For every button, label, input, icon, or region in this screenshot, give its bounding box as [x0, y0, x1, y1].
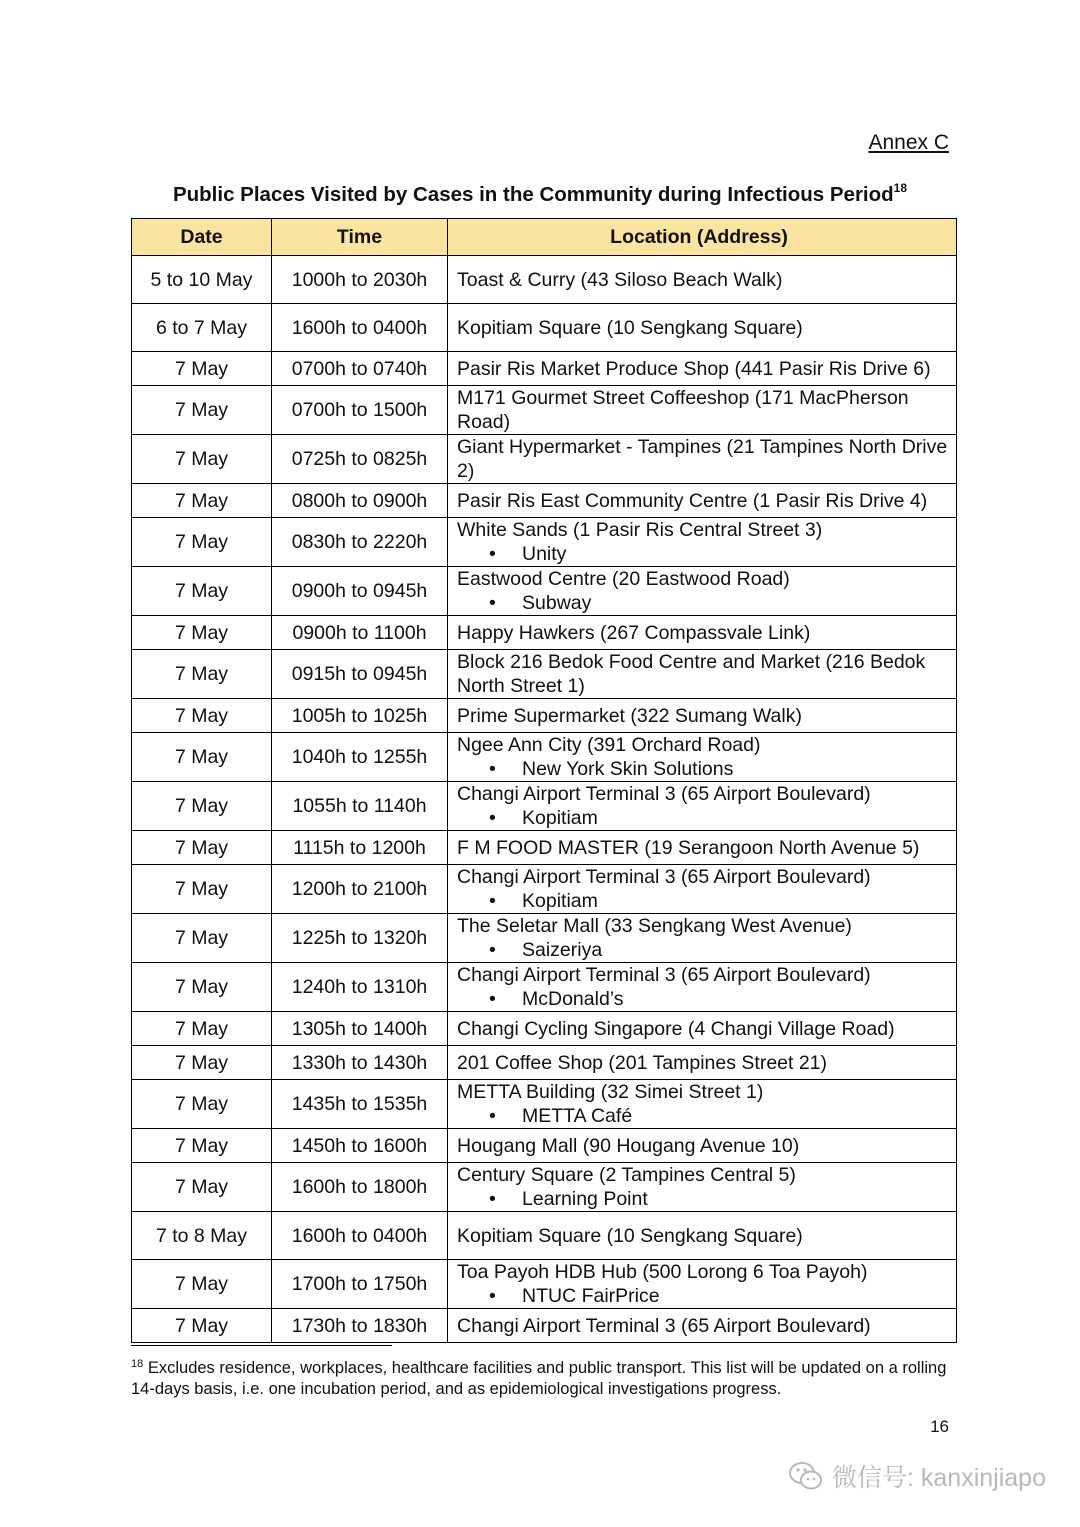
cell-time: 0900h to 1100h — [272, 616, 448, 650]
cell-date: 7 May — [132, 650, 272, 699]
column-header-location: Location (Address) — [448, 219, 957, 256]
wechat-icon — [788, 1460, 824, 1492]
location-text: 201 Coffee Shop (201 Tampines Street 21) — [457, 1051, 828, 1074]
sub-item-text: McDonald’s — [522, 988, 624, 1010]
location-sub-item — [457, 987, 950, 1011]
location-sub-item — [457, 938, 950, 962]
table-row — [132, 435, 957, 484]
table-row — [132, 963, 957, 1012]
cell-date: 7 May — [132, 1309, 272, 1343]
cell-location — [448, 733, 957, 782]
location-sub-item — [457, 1104, 950, 1128]
cell-location — [448, 1309, 957, 1343]
bullet-icon: • — [489, 1105, 496, 1127]
table-row — [132, 1012, 957, 1046]
bullet-icon: • — [489, 890, 496, 912]
footnote-text: Excludes residence, workplaces, healthcare facilities and public transport. This list will be updated on a rolling 14-days basis, i.e. one incubation period, and as epidemiological investigations progress. — [131, 1359, 947, 1398]
cell-location — [448, 963, 957, 1012]
location-text: METTA Building (32 Simei Street 1) — [457, 1081, 764, 1103]
cell-location — [448, 435, 957, 484]
cell-date: 7 May — [132, 1260, 272, 1309]
cell-time: 1730h to 1830h — [272, 1309, 448, 1343]
cell-date: 7 May — [132, 616, 272, 650]
cell-location — [448, 352, 957, 386]
sub-item-text: Learning Point — [522, 1188, 648, 1210]
location-sub-item — [457, 1187, 950, 1211]
page-title — [131, 181, 949, 207]
cell-location — [448, 782, 957, 831]
cell-time: 1330h to 1430h — [272, 1046, 448, 1080]
cell-time: 1700h to 1750h — [272, 1260, 448, 1309]
bullet-icon: • — [489, 592, 496, 614]
footnote-divider — [131, 1345, 392, 1346]
cell-time: 1435h to 1535h — [272, 1080, 448, 1129]
cell-location — [448, 256, 957, 304]
page-number: 16 — [930, 1417, 949, 1436]
cell-time: 1115h to 1200h — [272, 831, 448, 865]
location-sub-item — [457, 542, 950, 566]
table-header-row — [132, 219, 957, 256]
cell-location — [448, 1212, 957, 1260]
bullet-icon: • — [489, 939, 496, 961]
location-text: Toast & Curry (43 Siloso Beach Walk) — [457, 268, 783, 291]
sub-item-text: Kopitiam — [522, 890, 598, 912]
sub-item-text: Saizeriya — [522, 939, 603, 961]
table-row — [132, 518, 957, 567]
column-header-date: Date — [132, 219, 272, 256]
table-row — [132, 782, 957, 831]
location-text: Changi Airport Terminal 3 (65 Airport Boulevard) — [457, 783, 871, 805]
location-text: Giant Hypermarket - Tampines (21 Tampines North Drive 2) — [457, 436, 948, 482]
cell-time: 1005h to 1025h — [272, 699, 448, 733]
cell-location — [448, 1012, 957, 1046]
cell-time: 1600h to 0400h — [272, 304, 448, 352]
title-footnote-ref: 18 — [893, 181, 908, 195]
watermark-text: 微信号: kanxinjiapo — [832, 1464, 1046, 1492]
sub-item-text: NTUC FairPrice — [522, 1285, 660, 1307]
cell-date: 7 May — [132, 386, 272, 435]
cell-time: 1600h to 0400h — [272, 1212, 448, 1260]
cell-date: 7 May — [132, 914, 272, 963]
table-row — [132, 831, 957, 865]
cell-date: 7 May — [132, 699, 272, 733]
location-text: Changi Airport Terminal 3 (65 Airport Boulevard) — [457, 964, 871, 986]
location-text: Pasir Ris Market Produce Shop (441 Pasir Ris Drive 6) — [457, 357, 931, 380]
cell-time: 1240h to 1310h — [272, 963, 448, 1012]
location-sub-item — [457, 757, 950, 781]
cell-location — [448, 304, 957, 352]
watermark — [788, 1458, 1046, 1494]
cell-date: 7 May — [132, 963, 272, 1012]
location-text: M171 Gourmet Street Coffeeshop (171 MacPherson Road) — [457, 387, 909, 433]
location-text: Prime Supermarket (322 Sumang Walk) — [457, 704, 802, 727]
table-row — [132, 352, 957, 386]
location-sub-item — [457, 806, 950, 830]
location-text: Hougang Mall (90 Hougang Avenue 10) — [457, 1134, 800, 1157]
cell-date: 7 May — [132, 435, 272, 484]
cell-date: 7 May — [132, 831, 272, 865]
location-sub-item — [457, 1284, 950, 1308]
table-row — [132, 1163, 957, 1212]
cell-time: 1225h to 1320h — [272, 914, 448, 963]
location-text: Block 216 Bedok Food Centre and Market (216 Bedok North Street 1) — [457, 651, 926, 697]
table-row — [132, 1080, 957, 1129]
cell-time: 1200h to 2100h — [272, 865, 448, 914]
cell-location — [448, 1129, 957, 1163]
table-row — [132, 1129, 957, 1163]
table-row — [132, 1046, 957, 1080]
title-text: Public Places Visited by Cases in the Community during Infectious Period — [172, 183, 894, 206]
cell-time: 1450h to 1600h — [272, 1129, 448, 1163]
table-row — [132, 914, 957, 963]
cell-date: 5 to 10 May — [132, 256, 272, 304]
cell-time: 0900h to 0945h — [272, 567, 448, 616]
cell-location — [448, 699, 957, 733]
cell-time: 0700h to 0740h — [272, 352, 448, 386]
cell-date: 7 May — [132, 1080, 272, 1129]
location-text: Changi Airport Terminal 3 (65 Airport Boulevard) — [457, 866, 871, 888]
cell-date: 7 May — [132, 865, 272, 914]
table-row — [132, 484, 957, 518]
location-text: F M FOOD MASTER (19 Serangoon North Avenue 5) — [457, 836, 920, 859]
footnote — [131, 1354, 951, 1400]
location-text: Kopitiam Square (10 Sengkang Square) — [457, 316, 803, 339]
public-places-table — [131, 218, 957, 1343]
table-row — [132, 699, 957, 733]
table-row — [132, 616, 957, 650]
sub-item-text: Kopitiam — [522, 807, 598, 829]
cell-location — [448, 1080, 957, 1129]
sub-item-text: METTA Café — [522, 1105, 633, 1127]
cell-time: 0700h to 1500h — [272, 386, 448, 435]
location-sub-item — [457, 591, 950, 615]
location-text: Happy Hawkers (267 Compassvale Link) — [457, 621, 811, 644]
cell-time: 1000h to 2030h — [272, 256, 448, 304]
location-text: Eastwood Centre (20 Eastwood Road) — [457, 568, 790, 590]
cell-date: 7 May — [132, 352, 272, 386]
cell-date: 7 May — [132, 1163, 272, 1212]
table-body — [132, 256, 957, 1343]
cell-location — [448, 1046, 957, 1080]
sub-item-text: Subway — [522, 592, 592, 614]
cell-date: 7 May — [132, 1012, 272, 1046]
annex-label: Annex C — [868, 131, 949, 154]
cell-location — [448, 616, 957, 650]
cell-time: 0800h to 0900h — [272, 484, 448, 518]
cell-date: 7 May — [132, 1046, 272, 1080]
cell-location — [448, 518, 957, 567]
sub-item-text: New York Skin Solutions — [522, 758, 734, 780]
footnote-ref: 18 — [131, 1358, 144, 1370]
location-text: White Sands (1 Pasir Ris Central Street 3) — [457, 519, 823, 541]
cell-date: 7 May — [132, 782, 272, 831]
bullet-icon: • — [489, 1285, 496, 1307]
table-row — [132, 386, 957, 435]
location-text: Toa Payoh HDB Hub (500 Lorong 6 Toa Payoh) — [457, 1261, 868, 1283]
location-text: Century Square (2 Tampines Central 5) — [457, 1164, 796, 1186]
table-row — [132, 256, 957, 304]
column-header-time: Time — [272, 219, 448, 256]
cell-time: 0915h to 0945h — [272, 650, 448, 699]
cell-time: 1040h to 1255h — [272, 733, 448, 782]
table-row — [132, 865, 957, 914]
cell-location — [448, 1260, 957, 1309]
cell-time: 1055h to 1140h — [272, 782, 448, 831]
table-row — [132, 1260, 957, 1309]
bullet-icon: • — [489, 758, 496, 780]
location-text: Changi Airport Terminal 3 (65 Airport Boulevard) — [457, 1314, 871, 1337]
location-text: The Seletar Mall (33 Sengkang West Avenue) — [457, 915, 852, 937]
table-row — [132, 733, 957, 782]
location-text: Kopitiam Square (10 Sengkang Square) — [457, 1224, 803, 1247]
table-row — [132, 1309, 957, 1343]
cell-date: 6 to 7 May — [132, 304, 272, 352]
bullet-icon: • — [489, 543, 496, 565]
table-row — [132, 304, 957, 352]
cell-location — [448, 914, 957, 963]
cell-location — [448, 1163, 957, 1212]
location-text: Changi Cycling Singapore (4 Changi Village Road) — [457, 1017, 895, 1040]
cell-time: 1305h to 1400h — [272, 1012, 448, 1046]
cell-location — [448, 865, 957, 914]
cell-time: 0830h to 2220h — [272, 518, 448, 567]
cell-date: 7 May — [132, 733, 272, 782]
cell-date: 7 May — [132, 518, 272, 567]
cell-date: 7 May — [132, 1129, 272, 1163]
cell-date: 7 May — [132, 484, 272, 518]
cell-location — [448, 567, 957, 616]
cell-location — [448, 386, 957, 435]
cell-time: 1600h to 1800h — [272, 1163, 448, 1212]
location-text: Ngee Ann City (391 Orchard Road) — [457, 734, 761, 756]
table-row — [132, 1212, 957, 1260]
location-sub-item — [457, 889, 950, 913]
cell-time: 0725h to 0825h — [272, 435, 448, 484]
cell-location — [448, 650, 957, 699]
location-text: Pasir Ris East Community Centre (1 Pasir Ris Drive 4) — [457, 489, 928, 512]
cell-date: 7 to 8 May — [132, 1212, 272, 1260]
bullet-icon: • — [489, 807, 496, 829]
bullet-icon: • — [489, 1188, 496, 1210]
cell-location — [448, 831, 957, 865]
cell-date: 7 May — [132, 567, 272, 616]
cell-location — [448, 484, 957, 518]
table-row — [132, 650, 957, 699]
sub-item-text: Unity — [522, 543, 567, 565]
table-row — [132, 567, 957, 616]
bullet-icon: • — [489, 988, 496, 1010]
